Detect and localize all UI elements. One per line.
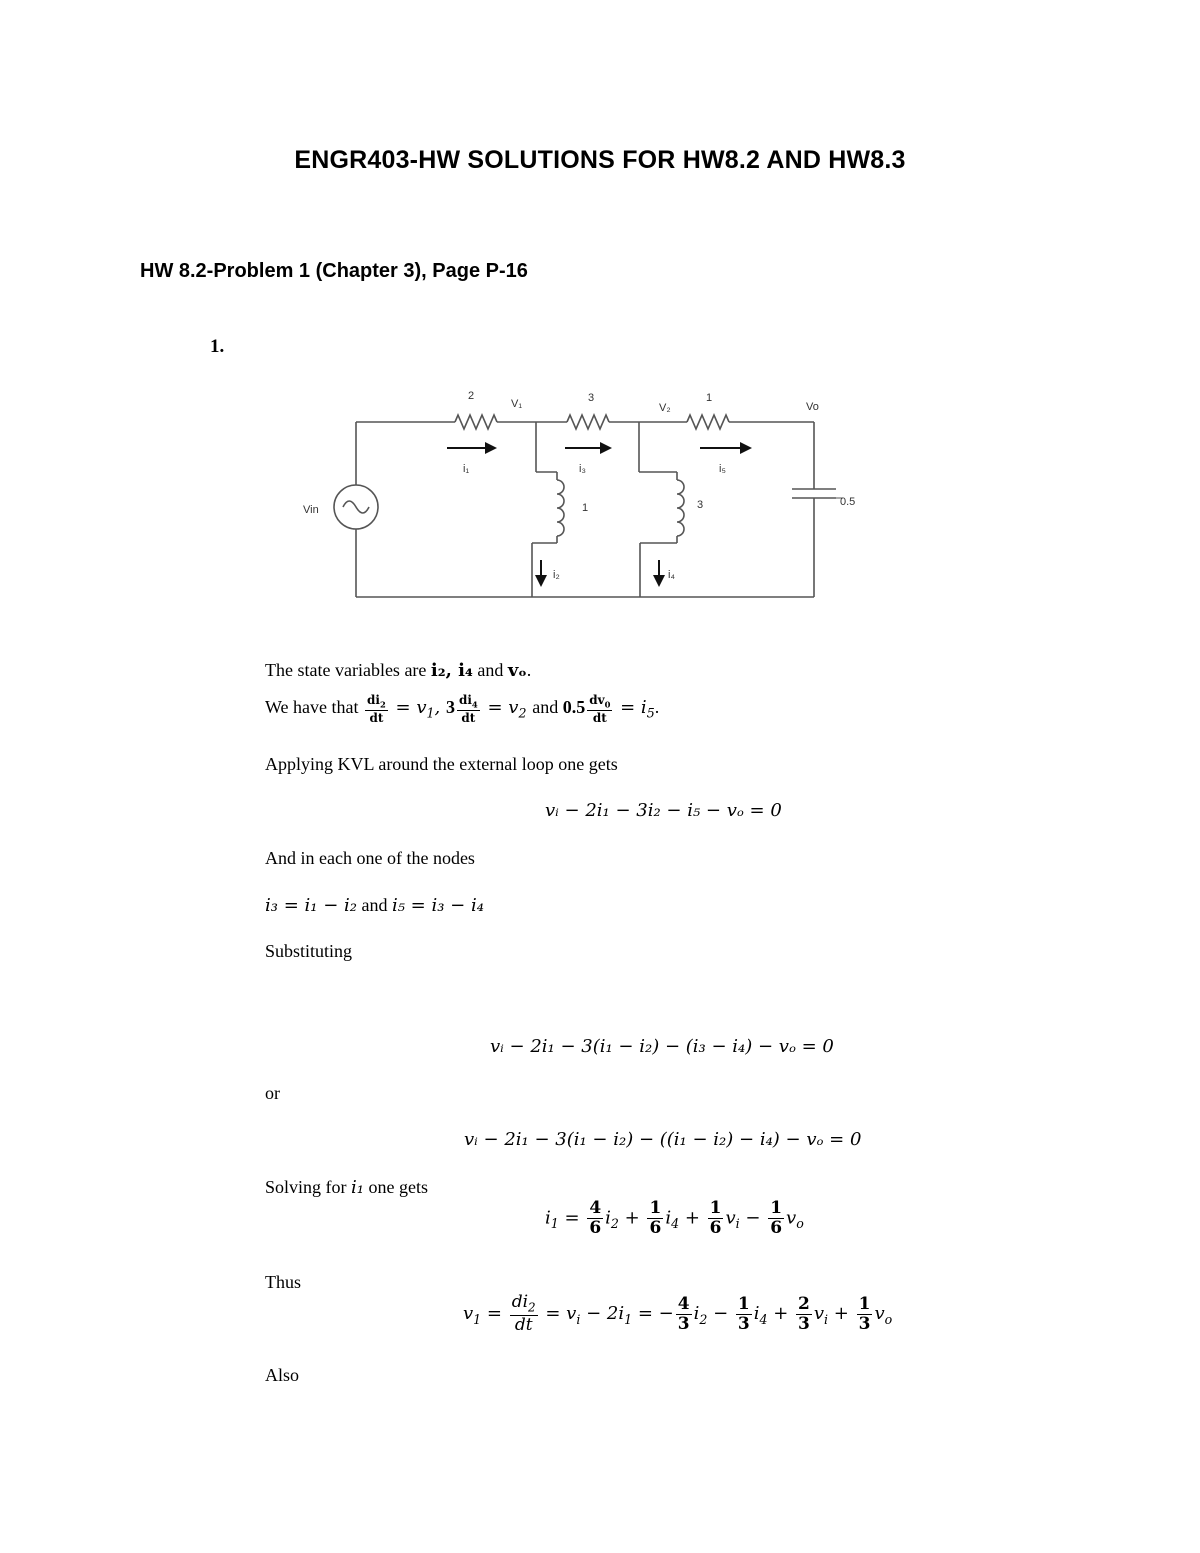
current-i5-label: i₅: [719, 463, 726, 475]
page-title: ENGR403-HW SOLUTIONS FOR HW8.2 AND HW8.3: [294, 146, 906, 174]
node-equations: [265, 895, 484, 916]
v1-derivative-equation: $v_1$ = $\frac{di_2}{dt}$ = $v_i - 2i_1$ = − $\frac{4}{3}$ $i_2$ − $\frac{1}{3}$ $i_4$ + $\frac{2}{3}$ $v_i$ + $\frac{1}{3}$ $v_o$: [463, 1292, 893, 1336]
resistor-2-label: 2: [468, 390, 475, 402]
solving-text: Solving for: [265, 1177, 352, 1197]
solving-var: i₁: [351, 1177, 364, 1198]
current-i4-label: i₄: [668, 569, 675, 581]
solving-end-text: one gets: [364, 1177, 428, 1197]
relations-line: We have that $\frac{di_2}{dt}$ = $v_1$, 3 $\frac{di_4}{dt}$ = $v_2$ and 0.5 $\frac{dv_0}{dt}$ = $i_5$.: [265, 693, 660, 725]
and-text-2: and: [532, 697, 559, 718]
inductor-1-label: 1: [582, 502, 589, 514]
inductor-3-label: 3: [697, 499, 704, 511]
solving-line: [265, 1177, 428, 1198]
substitution-equation-2: vᵢ − 2i₁ − 3(i₁ − i₂) − ((i₁ − i₂) − i₄) − vₒ = 0: [464, 1129, 862, 1150]
node-equation-b: i₅ = i₃ − i₄: [391, 895, 484, 916]
problem-number: 1.: [210, 336, 225, 357]
resistor-3-label: 3: [588, 392, 595, 404]
thus-label: Thus: [265, 1272, 301, 1292]
node-v1-label: V₁: [511, 398, 523, 410]
state-variables-line: The state variables are i₂, i₄ and vₒ.: [265, 660, 532, 681]
circuit-diagram: [295, 385, 875, 610]
substitution-equation-1: vᵢ − 2i₁ − 3(i₁ − i₂) − (i₃ − i₄) − vₒ = 0: [490, 1036, 834, 1057]
kvl-intro: Applying KVL around the external loop one gets: [265, 754, 618, 774]
vo-symbol: vₒ: [507, 660, 527, 681]
also-label: Also: [265, 1365, 300, 1385]
resistor-1-label: 1: [706, 392, 713, 404]
current-i3-label: i₃: [579, 463, 586, 475]
and-text: and: [477, 660, 504, 680]
we-have-text: We have that: [265, 697, 364, 718]
current-i2-label: i₂: [553, 569, 560, 581]
state-vars-text: The state variables are: [265, 660, 431, 680]
current-i1-label: i₁: [463, 463, 470, 475]
nodes-intro: And in each one of the nodes: [265, 848, 475, 868]
node-vo-label: Vo: [806, 401, 819, 413]
i1-solution-equation: $i_1$ = $\frac{4}{6}$ $i_2$ + $\frac{1}{6}$ $i_4$ + $\frac{1}{6}$ $v_i$ − $\frac{1}{6}$ $v_o$: [545, 1198, 804, 1238]
capacitor-label: 0.5: [840, 496, 856, 508]
node-equation-a: i₃ = i₁ − i₂: [265, 895, 357, 916]
and-text-3: and: [361, 895, 388, 915]
kvl-equation: vᵢ − 2i₁ − 3i₂ − i₅ − vₒ = 0: [545, 800, 782, 821]
or-label: or: [265, 1083, 280, 1103]
node-v2-label: V₂: [659, 402, 671, 414]
substituting-label: Substituting: [265, 941, 353, 961]
state-vars-list: i₂, i₄: [430, 660, 473, 681]
source-vin-label: Vin: [303, 504, 319, 516]
problem-heading: HW 8.2-Problem 1 (Chapter 3), Page P-16: [140, 260, 528, 282]
